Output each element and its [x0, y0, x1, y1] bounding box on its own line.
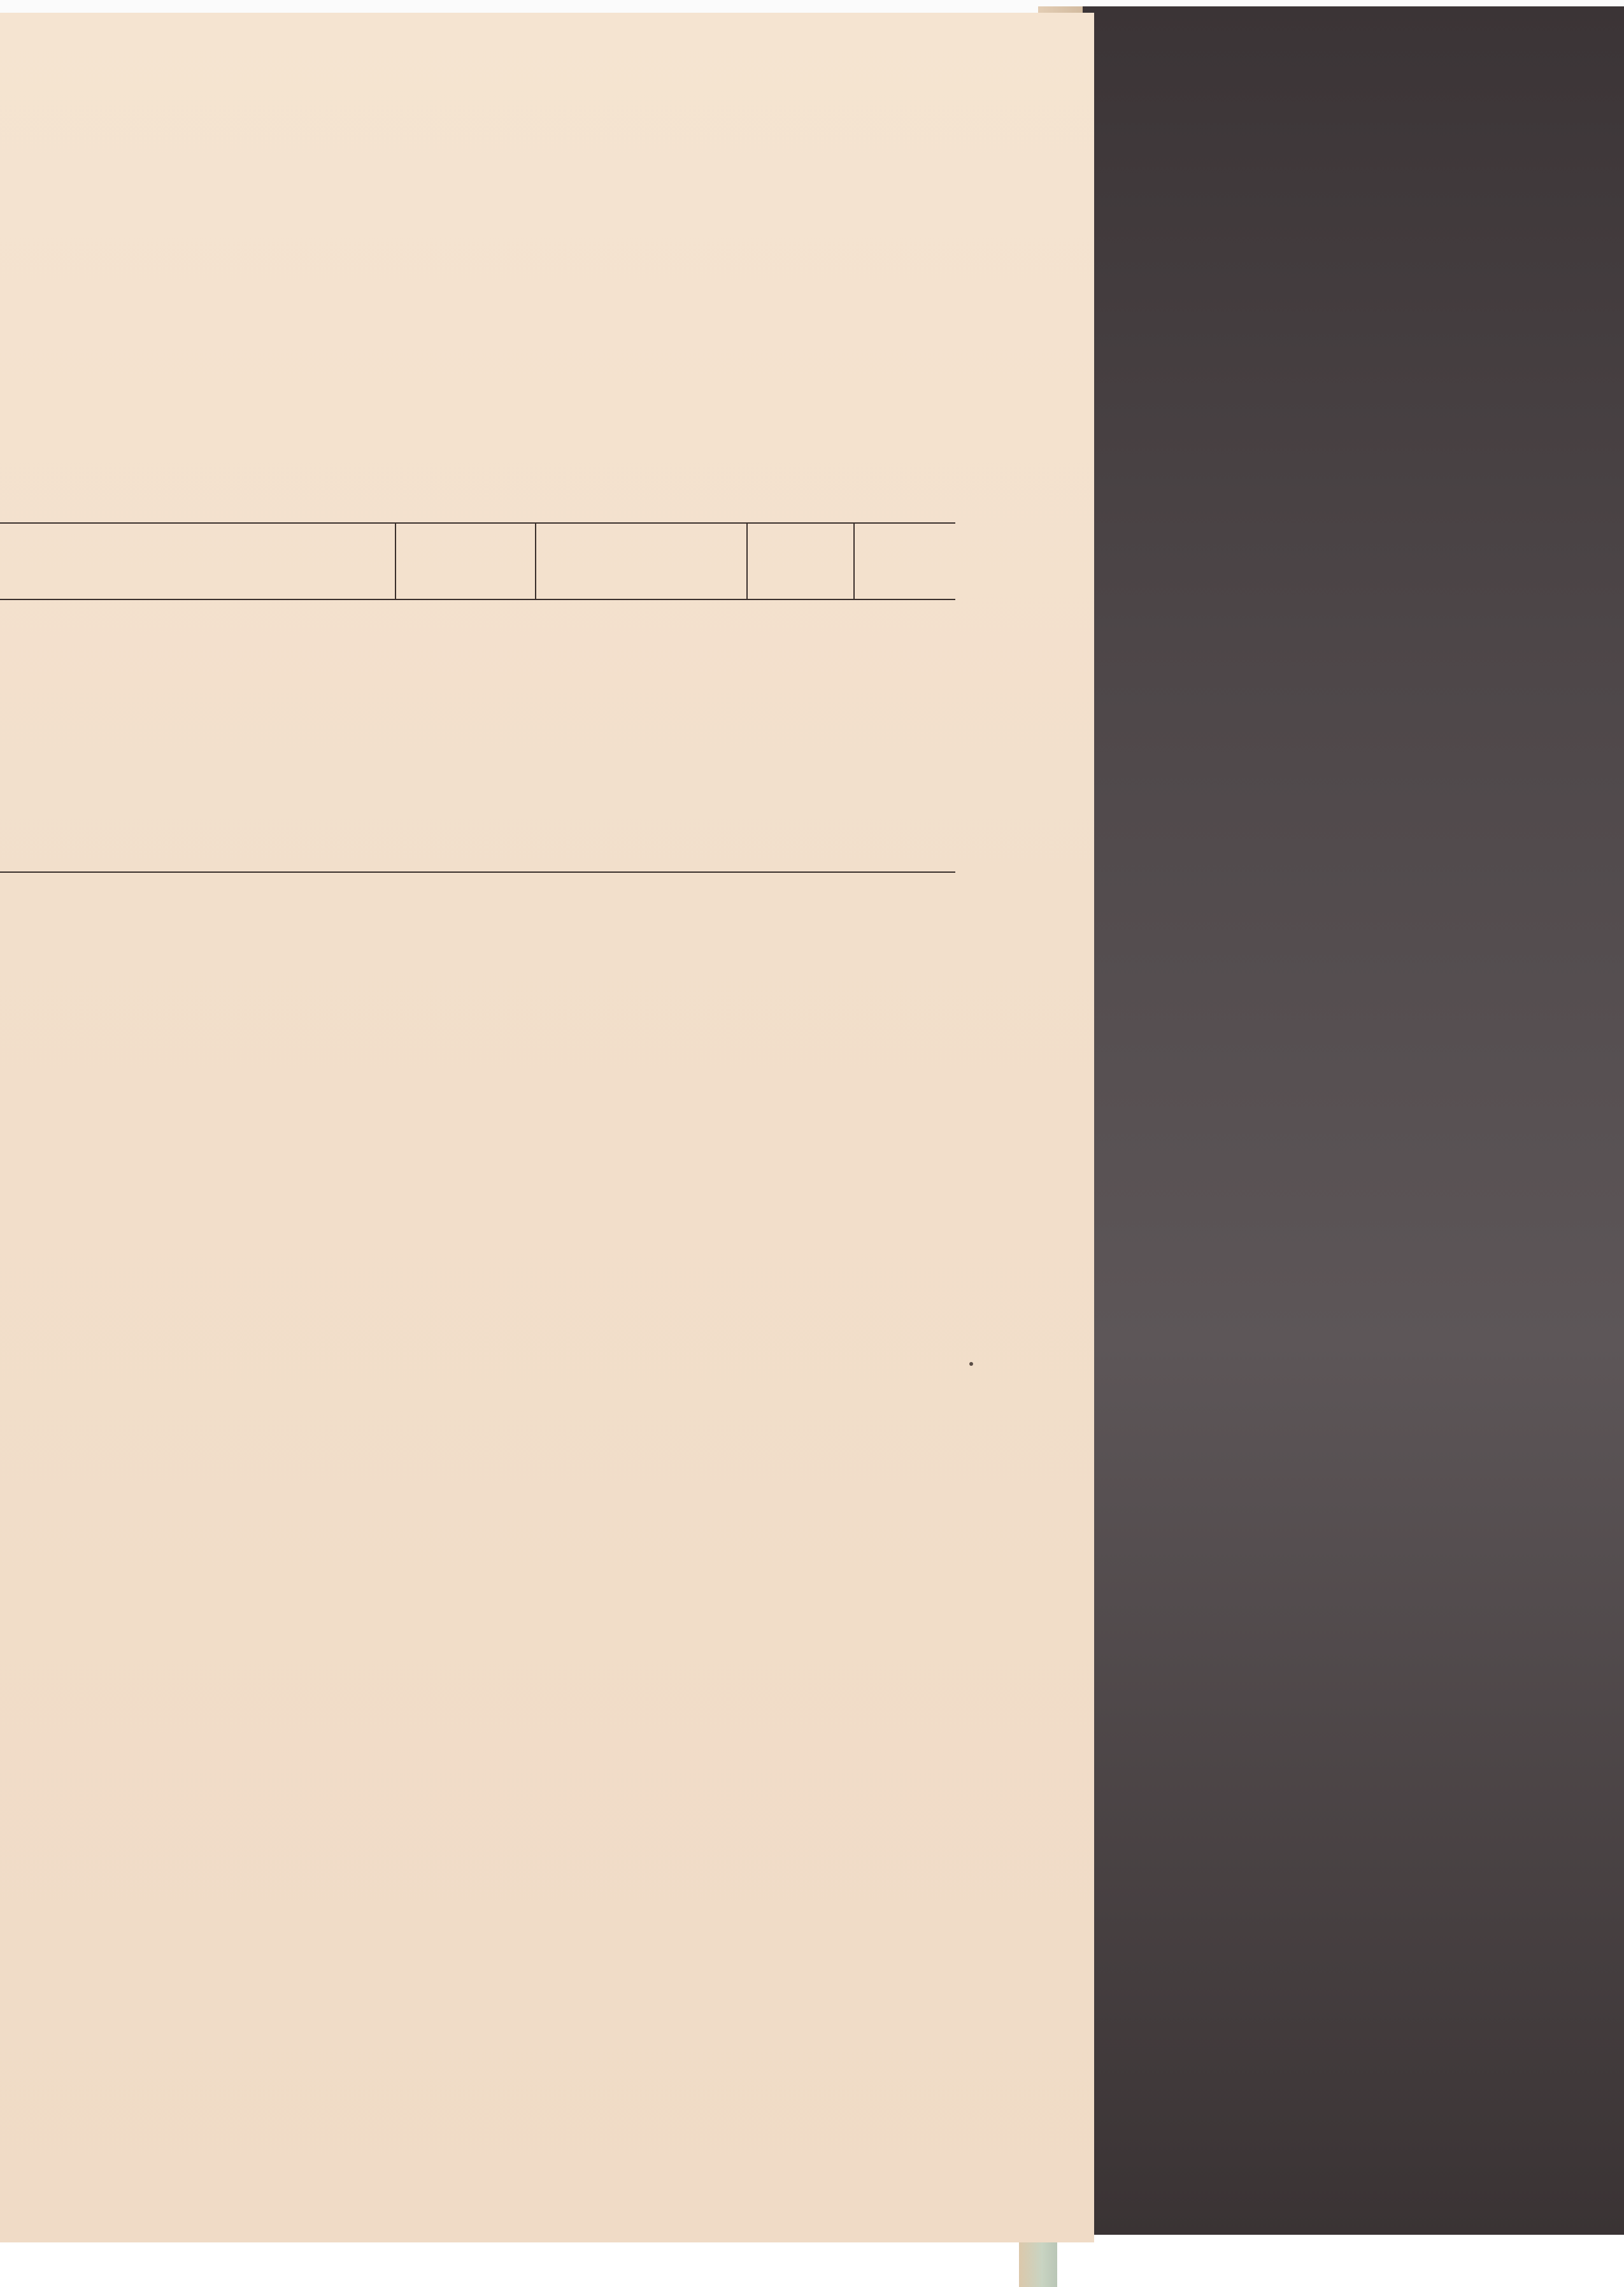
book-page: [0, 13, 1094, 2242]
table-col-divider-3: [746, 522, 748, 600]
table-top-rule: [0, 522, 955, 524]
table-col-divider-2: [535, 522, 536, 600]
table-header-rule: [0, 599, 955, 600]
table-col-divider-1: [395, 522, 396, 600]
ink-dot: [969, 1362, 973, 1366]
table-bottom-rule: [0, 871, 955, 873]
dark-background: [1044, 6, 1624, 2235]
table-col-divider-4: [853, 522, 855, 600]
